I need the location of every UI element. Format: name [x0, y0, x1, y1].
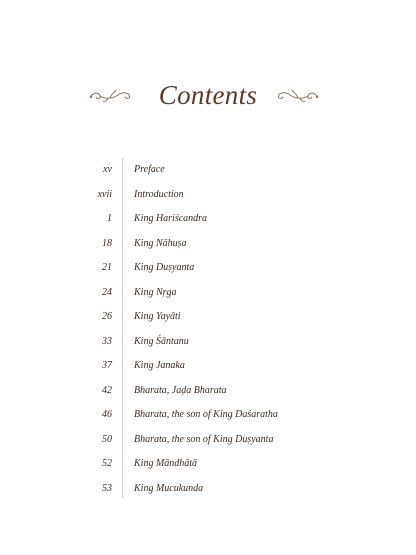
- toc-entry-title: King Yayāti: [134, 311, 181, 322]
- toc-page-number: 37: [102, 360, 112, 371]
- toc-page-number: xv: [103, 164, 112, 175]
- toc-entry[interactable]: [0, 330, 416, 355]
- toc-entry[interactable]: [0, 183, 416, 208]
- toc-page-number: 42: [102, 384, 112, 396]
- toc-page-number: 46: [102, 409, 112, 420]
- toc-page-number: 33: [102, 335, 112, 347]
- toc-entry-title: Bharata, the son of King Daśaratha: [134, 409, 278, 420]
- toc-entry[interactable]: [0, 207, 416, 232]
- toc-entry[interactable]: [0, 403, 416, 428]
- toc-page-number: 52: [102, 458, 112, 469]
- toc-page-number: 50: [102, 433, 112, 445]
- toc-page-number: 53: [102, 482, 112, 494]
- toc-entry[interactable]: [0, 354, 416, 379]
- toc-entry-title: King Hariścandra: [134, 213, 208, 224]
- toc-entry[interactable]: [0, 232, 416, 257]
- toc-entry-title: Bharata, Jaḍa Bharata: [134, 384, 227, 396]
- toc-entry-title: King Mucukunda: [134, 482, 204, 494]
- toc-entry-title: King Duṣyanta: [134, 262, 195, 273]
- toc-page-number: xvii: [97, 188, 112, 200]
- toc-entry-title: King Śāntanu: [134, 335, 189, 347]
- toc-entry-title: King Nāhuṣa: [134, 237, 187, 249]
- table-of-contents: [0, 158, 416, 501]
- toc-entry[interactable]: [0, 305, 416, 330]
- toc-page-number: 24: [102, 286, 112, 298]
- heading-row: [0, 78, 416, 118]
- toc-entry[interactable]: [0, 379, 416, 404]
- toc-page-number: 21: [102, 262, 112, 273]
- toc-page-number: 18: [102, 237, 112, 249]
- toc-entry[interactable]: [0, 477, 416, 502]
- toc-entry[interactable]: [0, 428, 416, 453]
- toc-entry-title: Bharata, the son of King Duṣyanta: [134, 433, 274, 445]
- toc-entry-title: Introduction: [134, 188, 184, 200]
- toc-entry-title: King Māndhātā: [134, 458, 198, 469]
- toc-entry-title: King Nṛga: [134, 286, 177, 298]
- toc-entry[interactable]: [0, 281, 416, 306]
- toc-entry-title: King Janaka: [134, 360, 185, 371]
- toc-entry[interactable]: [0, 158, 416, 183]
- toc-page-number: 1: [107, 213, 112, 224]
- toc-entry[interactable]: [0, 256, 416, 281]
- flourish-right-icon: [276, 86, 320, 104]
- page-title: Contents: [158, 80, 258, 110]
- toc-entry[interactable]: [0, 452, 416, 477]
- toc-entry-title: Preface: [134, 164, 165, 175]
- toc-page-number: 26: [102, 311, 112, 322]
